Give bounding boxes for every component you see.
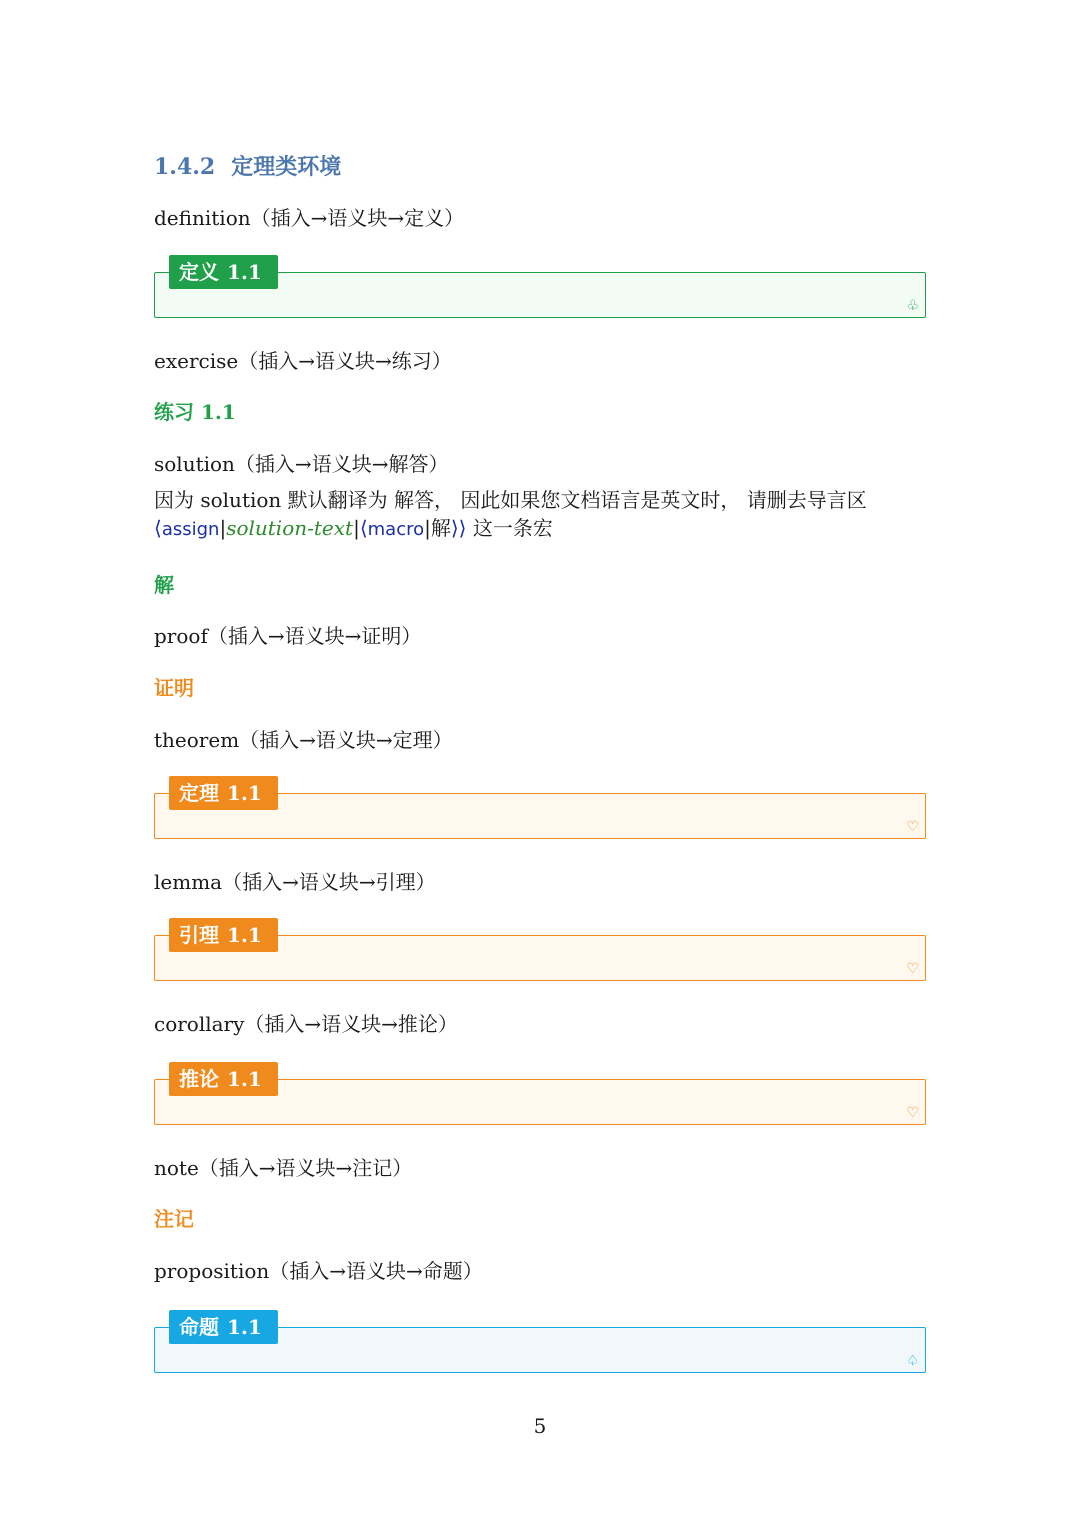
definition-box-number: 1.1 bbox=[227, 260, 262, 284]
corollary-box-label: 推论 bbox=[179, 1067, 219, 1091]
solution-heading-label: 解 bbox=[154, 573, 174, 597]
corollary-box-tab bbox=[169, 1062, 278, 1096]
sep-2: | bbox=[353, 516, 360, 540]
macro-keyword: macro bbox=[367, 519, 425, 540]
section-number: 1.4.2 bbox=[154, 154, 216, 180]
heart-icon: ♡ bbox=[906, 961, 919, 977]
heart-icon: ♡ bbox=[906, 819, 919, 835]
lang-open: ⟨ bbox=[154, 516, 162, 540]
exercise-heading-number: 1.1 bbox=[200, 400, 236, 424]
proposition-box bbox=[154, 1315, 926, 1373]
jie-value: 解 bbox=[430, 516, 451, 540]
macro-open: ⟨ bbox=[359, 516, 368, 540]
close-brackets: ⟩⟩ bbox=[450, 516, 467, 540]
heart-icon: ♡ bbox=[906, 1105, 919, 1121]
solution-note-line2 bbox=[154, 514, 934, 544]
exercise-heading bbox=[154, 396, 236, 425]
note-line: note（插入→语义块→注记） bbox=[154, 1156, 413, 1180]
theorem-box-tab bbox=[169, 776, 278, 810]
proposition-box-number: 1.1 bbox=[227, 1315, 262, 1339]
solution-text-keyword: solution-text bbox=[226, 516, 354, 540]
exercise-heading-label: 练习 bbox=[154, 400, 194, 424]
sep-3: | bbox=[424, 516, 431, 540]
section-heading bbox=[154, 150, 341, 181]
definition-line: definition（插入→语义块→定义） bbox=[154, 206, 465, 230]
theorem-box-label: 定理 bbox=[179, 781, 219, 805]
lemma-box-label: 引理 bbox=[179, 923, 219, 947]
definition-box-tab bbox=[169, 255, 278, 289]
lemma-box-number: 1.1 bbox=[227, 923, 262, 947]
theorem-box bbox=[154, 781, 926, 839]
note-heading bbox=[154, 1203, 194, 1232]
lemma-box-tab bbox=[169, 918, 278, 952]
corollary-line: corollary（插入→语义块→推论） bbox=[154, 1012, 458, 1036]
proposition-box-tab bbox=[169, 1310, 278, 1344]
proof-heading-label: 证明 bbox=[154, 676, 194, 700]
corollary-box bbox=[154, 1067, 926, 1125]
theorem-box-number: 1.1 bbox=[227, 781, 262, 805]
proof-line: proof（插入→语义块→证明） bbox=[154, 624, 422, 648]
sep-1: | bbox=[219, 516, 227, 540]
corollary-box-number: 1.1 bbox=[227, 1067, 262, 1091]
solution-note bbox=[154, 486, 934, 544]
solution-note-tail: 这一条宏 bbox=[466, 516, 553, 540]
lemma-line: lemma（插入→语义块→引理） bbox=[154, 870, 436, 894]
section-title: 定理类环境 bbox=[231, 154, 342, 180]
assign-keyword: assign bbox=[161, 519, 220, 540]
lemma-box bbox=[154, 923, 926, 981]
solution-note-line1: 因为 solution 默认翻译为 解答， 因此如果您文档语言是英文时， 请删去导言区 bbox=[154, 488, 867, 512]
proof-heading bbox=[154, 672, 194, 701]
exercise-line: exercise（插入→语义块→练习） bbox=[154, 349, 452, 373]
definition-box-label: 定义 bbox=[179, 260, 219, 284]
note-heading-label: 注记 bbox=[154, 1207, 194, 1231]
proposition-line: proposition（插入→语义块→命题） bbox=[154, 1259, 483, 1283]
spade-icon: ♤ bbox=[906, 1353, 919, 1369]
solution-heading bbox=[154, 569, 174, 598]
club-icon: ♧ bbox=[906, 298, 919, 314]
proposition-box-label: 命题 bbox=[179, 1315, 219, 1339]
theorem-line: theorem（插入→语义块→定理） bbox=[154, 728, 453, 752]
page-number: 5 bbox=[533, 1414, 547, 1438]
definition-box bbox=[154, 260, 926, 318]
solution-line: solution（插入→语义块→解答） bbox=[154, 452, 449, 476]
